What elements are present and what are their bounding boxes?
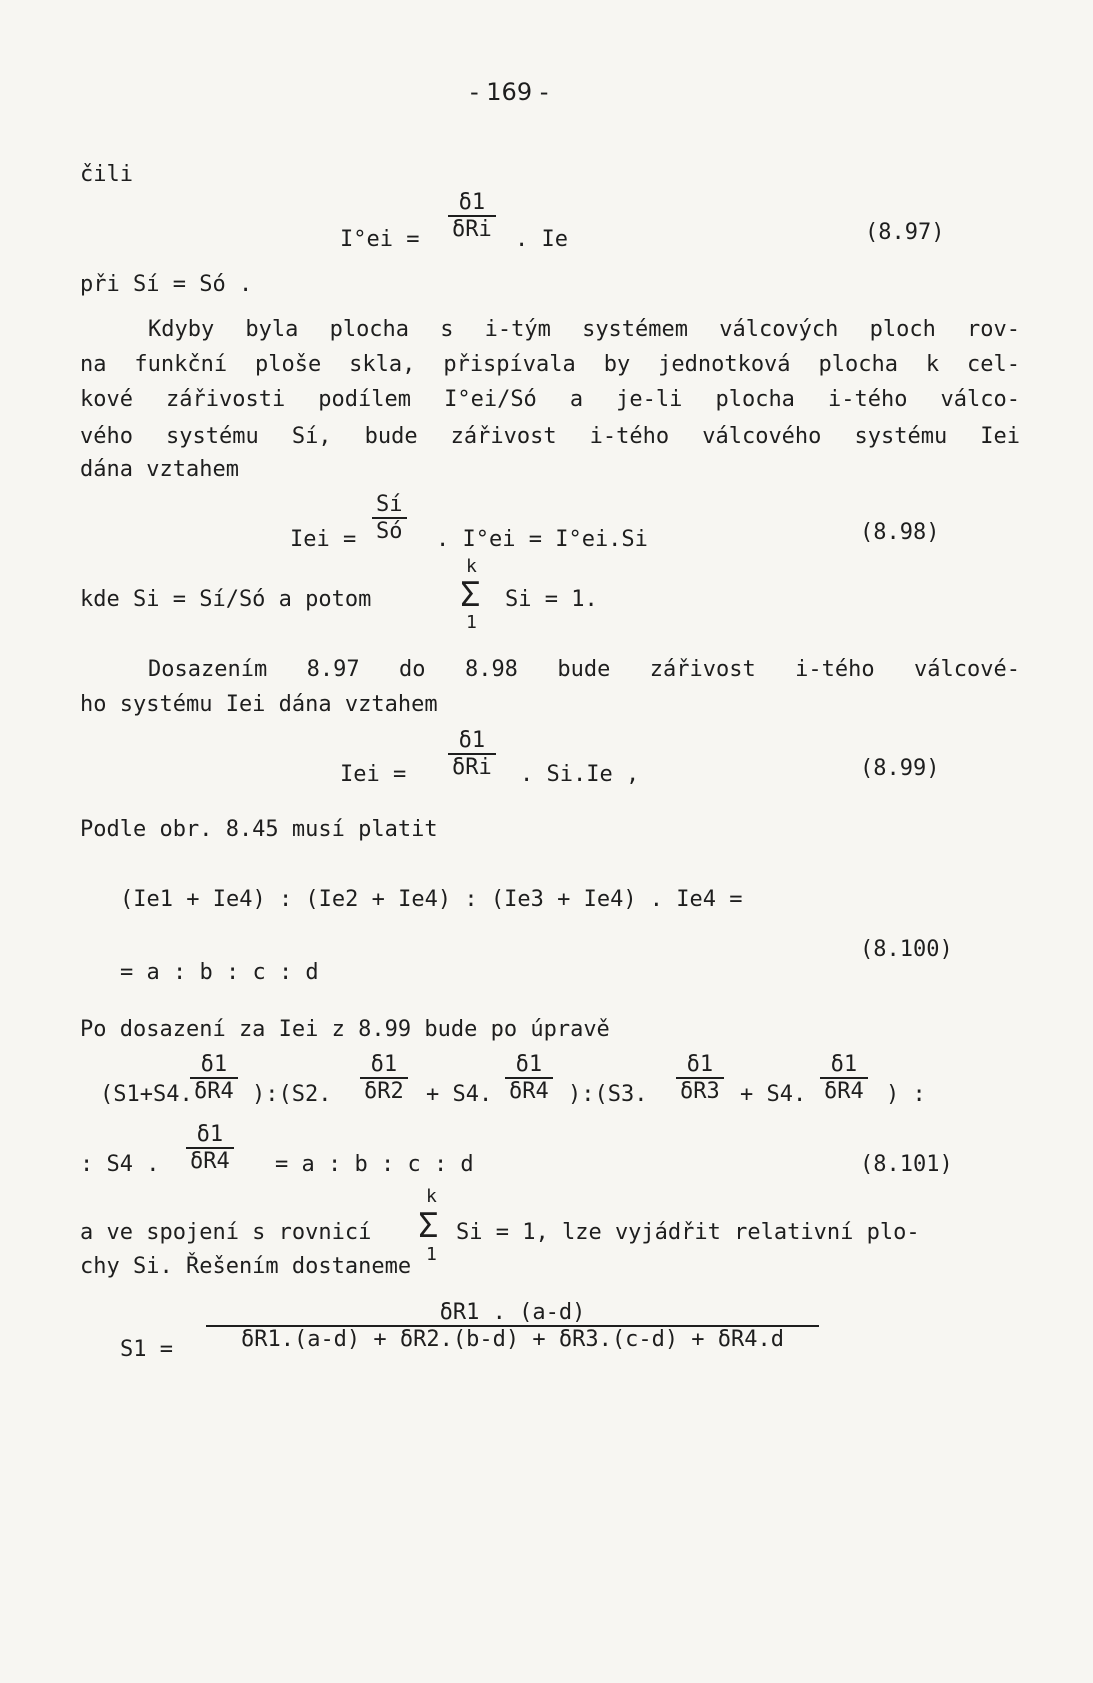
eq98-number: (8.98) — [860, 520, 940, 545]
para3-sum-symbol: Σ — [418, 1206, 439, 1246]
sum-lower-limit: 1 — [466, 612, 477, 633]
para3-sum-upper: k — [426, 1186, 437, 1207]
text-pri: při Sí = Só . — [80, 272, 253, 297]
eq101-part6: ) : — [886, 1082, 926, 1107]
eq99-fraction — [448, 728, 496, 780]
sum-upper-limit: k — [466, 556, 477, 577]
s1-denominator: δR1.(a-d) + δR2.(b-d) + δR3.(c-d) + δR4.d — [206, 1325, 819, 1352]
eq99-rhs: . Si.Ie , — [520, 762, 640, 787]
eq98-numerator: Sí — [376, 492, 403, 517]
eq101-frac5-den: δR4 — [820, 1077, 868, 1104]
text-po-dosazeni: Po dosazení za Iei z 8.99 bude po úpravě — [80, 1017, 610, 1042]
eq97-number: (8.97) — [865, 220, 945, 245]
para1-line4: vého systému Sí, bude zářivost i-tého válcového systému Iei — [80, 424, 1020, 449]
eq98-rhs: . I°ei = I°ei.Si — [436, 527, 648, 552]
para1-line3: kové zářivosti podílem I°ei/Só a je-li plocha i-tého válco- — [80, 387, 1020, 412]
eq100-line1: (Ie1 + Ie4) : (Ie2 + Ie4) : (Ie3 + Ie4) . Ie4 = — [120, 887, 743, 912]
eq97-numerator: δ1 — [458, 190, 486, 215]
eq101-frac2-num: δ1 — [370, 1052, 398, 1077]
sum-rhs: Si = 1. — [505, 587, 598, 612]
eq97-denominator: δRi — [448, 215, 496, 242]
eq101-part4: ):(S3. — [568, 1082, 648, 1107]
s1-numerator: δR1 . (a-d) — [439, 1300, 586, 1325]
eq101-line2-start: : S4 . — [80, 1152, 160, 1177]
eq101-frac4-num: δ1 — [686, 1052, 714, 1077]
para2-line2: ho systému Iei dána vztahem — [80, 692, 438, 717]
eq101-frac5-num: δ1 — [830, 1052, 858, 1077]
text-cili: čili — [80, 162, 133, 187]
eq98-denominator: Só — [372, 517, 407, 544]
eq101-frac6-num: δ1 — [196, 1122, 224, 1147]
eq101-frac1-num: δ1 — [200, 1052, 228, 1077]
s1-fraction — [205, 1300, 820, 1352]
eq99-numerator: δ1 — [458, 728, 486, 753]
eq101-frac6-den: δR4 — [186, 1147, 234, 1174]
eq101-frac3 — [505, 1052, 553, 1104]
eq101-frac1 — [190, 1052, 238, 1104]
para3-sum-lower: 1 — [426, 1244, 437, 1265]
eq99-number: (8.99) — [860, 756, 940, 781]
eq101-frac3-den: δR4 — [505, 1077, 553, 1104]
eq98-fraction — [372, 492, 407, 544]
eq101-frac4-den: δR3 — [676, 1077, 724, 1104]
eq101-frac6 — [186, 1122, 234, 1174]
s1-lhs: S1 = — [120, 1337, 173, 1362]
eq98-lhs: Iei = — [290, 527, 357, 552]
eq99-denominator: δRi — [448, 753, 496, 780]
eq101-part2: ):(S2. — [252, 1082, 332, 1107]
eq101-frac2-den: δR2 — [360, 1077, 408, 1104]
eq101-frac2 — [360, 1052, 408, 1104]
para1-line1: Kdyby byla plocha s i-tým systémem válcových ploch rov- — [148, 317, 1020, 342]
eq101-frac5 — [820, 1052, 868, 1104]
para3-line1-start: a ve spojení s rovnicí — [80, 1220, 372, 1245]
eq97-lhs: I°ei = — [340, 227, 420, 252]
eq100-number: (8.100) — [860, 937, 953, 962]
text-podle: Podle obr. 8.45 musí platit — [80, 817, 438, 842]
sum-symbol: Σ — [460, 575, 481, 615]
eq101-part1: (S1+S4. — [100, 1082, 193, 1107]
eq101-frac3-num: δ1 — [515, 1052, 543, 1077]
eq97-rhs: . Ie — [515, 227, 568, 252]
eq100-line2: = a : b : c : d — [120, 960, 319, 985]
eq97-fraction — [448, 190, 496, 242]
text-kde: kde Si = Sí/Só a potom — [80, 587, 372, 612]
eq101-frac1-den: δR4 — [190, 1077, 238, 1104]
page-number: - 169 - — [470, 78, 549, 106]
para2-line1: Dosazením 8.97 do 8.98 bude zářivost i-tého válcové- — [148, 657, 1020, 682]
eq101-line2-end: = a : b : c : d — [275, 1152, 474, 1177]
eq101-frac4 — [676, 1052, 724, 1104]
para3-line2: chy Si. Řešením dostaneme — [80, 1254, 412, 1279]
para1-line2: na funkční ploše skla, přispívala by jednotková plocha k cel- — [80, 352, 1020, 377]
para3-line1-end: Si = 1, lze vyjádřit relativní plo- — [456, 1220, 920, 1245]
eq101-part3: + S4. — [426, 1082, 493, 1107]
eq99-lhs: Iei = — [340, 762, 407, 787]
para1-line5: dána vztahem — [80, 457, 239, 482]
eq101-number: (8.101) — [860, 1152, 953, 1177]
eq101-part5: + S4. — [740, 1082, 807, 1107]
